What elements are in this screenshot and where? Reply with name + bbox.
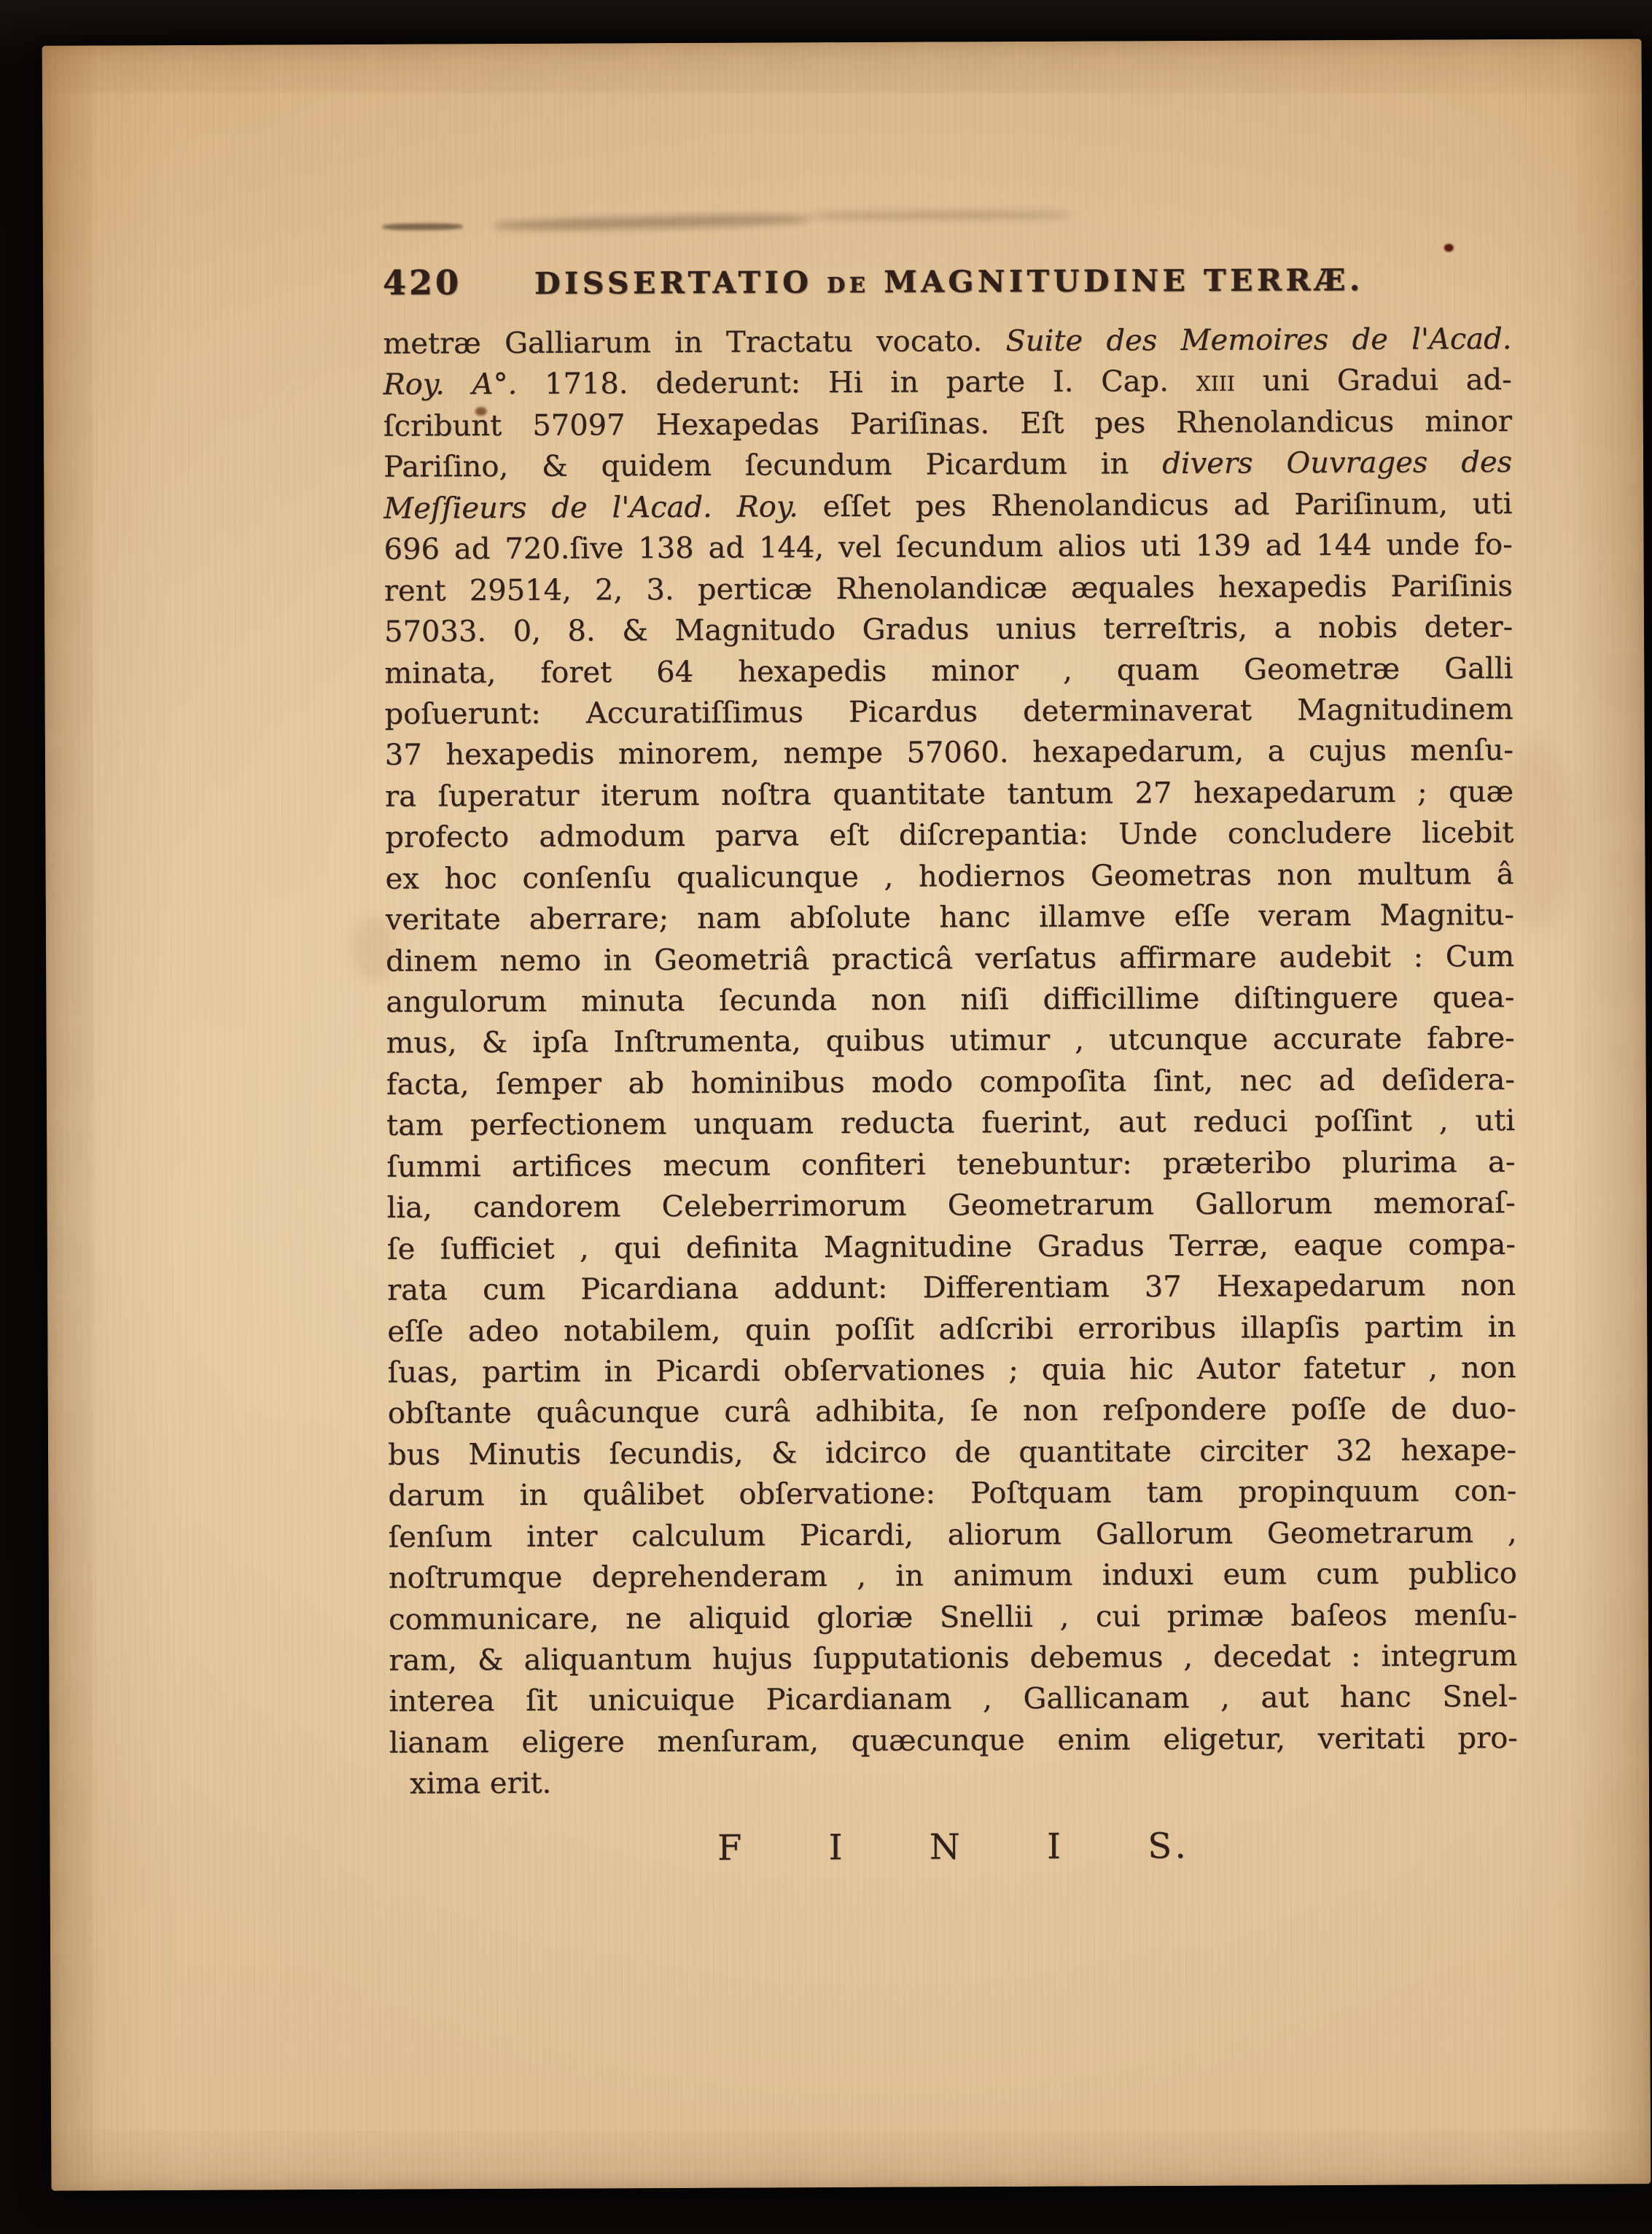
text-line xyxy=(384,689,1513,735)
text-line xyxy=(388,1471,1516,1517)
text-line xyxy=(386,1018,1514,1064)
text-segment: de xyxy=(827,264,870,300)
text-segment: 57033. 0, 8. & Magnitudo Gradus unius terreſtris, a nobis deter- xyxy=(384,610,1513,649)
text-line xyxy=(389,1676,1517,1722)
text-line xyxy=(385,854,1513,900)
text-segment: ram, & aliquantum hujus ſupputationis debemus , decedat : integrum xyxy=(389,1638,1518,1678)
page-number: 420 xyxy=(382,262,462,303)
text-segment: tam perfectionem unquam reducta fuerint, aut reduci poſſint , uti xyxy=(386,1104,1516,1143)
text-line xyxy=(387,1224,1516,1270)
text-segment: eſſe adeo notabilem, quin poſſit adſcribi erroribus illapſis partim in xyxy=(387,1309,1516,1349)
ink-smudge xyxy=(495,213,809,231)
text-segment: MAGNITUDINE TERRÆ. xyxy=(869,262,1364,300)
text-line xyxy=(387,1306,1516,1352)
text-segment: metræ Galliarum in Tractatu vocato. xyxy=(383,324,1006,361)
text-line xyxy=(384,607,1513,653)
text-line xyxy=(388,1512,1516,1558)
text-segment: ex hoc conſenſu qualicunque , hodiernos Geometras non multum â xyxy=(385,857,1514,896)
text-segment: 696 ad 720.ſive 138 ad 144, vel ſecundum alios uti 139 ad 144 unde fo- xyxy=(383,528,1513,567)
text-segment: divers Ouvrages des xyxy=(1162,445,1513,481)
text-segment: lia, candorem Celeberrimorum Geometrarum Gallorum memoraſ- xyxy=(386,1186,1516,1225)
text-segment: mus, & ipſa Inſtrumenta, quibus utimur , utcunque accurate fabre- xyxy=(386,1021,1515,1061)
text-line xyxy=(388,1388,1516,1434)
text-segment: 1718. dederunt: Hi in parte I. Cap. xyxy=(544,365,1196,402)
text-segment: dinem nemo in Geometriâ practicâ verſatus affirmare audebit : Cum xyxy=(385,939,1515,978)
text-segment: minata, foret 64 hexapedis minor , quam Geometræ Galli xyxy=(384,651,1513,690)
text-segment: eſſet pes Rhenolandicus ad Pariſinum, uti xyxy=(822,486,1513,524)
text-segment: rent 29514, 2, 3. perticæ Rhenolandicæ æquales hexapedis Pariſinis xyxy=(383,569,1513,608)
text-segment: poſuerunt: Accuratiſſimus Picardus determinaverat Magnitudinem xyxy=(384,692,1513,731)
text-segment: darum in quâlibet obſervatione: Poſtquam tam propinquum con- xyxy=(388,1474,1517,1513)
ink-smudge xyxy=(809,211,1071,221)
text-line xyxy=(389,1553,1517,1599)
text-segment: facta, ſemper ab hominibus modo compoſita ſint, nec ad deſidera- xyxy=(386,1062,1515,1102)
text-segment: obſtante quâcunque curâ adhibita, ſe non reſpondere poſſe de duo- xyxy=(387,1392,1516,1431)
text-segment: ſenſum inter calculum Picardi, aliorum Gallorum Geometrarum , xyxy=(388,1515,1517,1554)
text-line xyxy=(386,1059,1515,1105)
paper-stain xyxy=(1444,244,1454,252)
text-line xyxy=(384,566,1513,612)
text-line xyxy=(386,1100,1515,1146)
text-segment: rata cum Picardiana addunt: Differentiam 37 Hexapedarum non xyxy=(386,1269,1516,1307)
text-line xyxy=(388,1430,1516,1476)
text-segment: 37 hexapedis minorem, nempe 57060. hexapedarum, a cujus menſu- xyxy=(384,733,1513,773)
text-segment: DISSERTATIO xyxy=(534,265,827,301)
text-segment: communicare, ne aliquid gloriæ Snellii , cui primæ baſeos menſu- xyxy=(388,1597,1518,1637)
text-segment: ſummi artifices mecum confiteri tenebuntur: præteribo plurima a- xyxy=(386,1145,1516,1184)
text-line xyxy=(385,771,1513,817)
ink-smudge xyxy=(383,223,463,230)
text-line xyxy=(386,1183,1515,1229)
text-line xyxy=(389,1759,1518,1805)
text-segment: xima erit. xyxy=(409,1767,552,1801)
text-segment: noſtrumque deprehenderam , in animum induxi eum cum publico xyxy=(388,1557,1517,1595)
text-segment: bus Minutis ſecundis, & idcirco de quantitate circiter 32 hexape- xyxy=(387,1433,1517,1472)
text-segment: uni Gradui ad- xyxy=(1234,363,1512,399)
text-segment: ſuas, partim in Picardi obſervationes ; quia hic Autor fatetur , non xyxy=(387,1350,1516,1390)
book-page xyxy=(42,39,1651,2191)
text-line xyxy=(386,977,1514,1023)
text-segment: Suite des Memoires de l'Acad. xyxy=(1005,322,1512,359)
text-segment: lianam eligere menſuram, quæcunque enim eligetur, veritati pro- xyxy=(389,1721,1518,1760)
text-line xyxy=(389,1718,1518,1764)
text-line xyxy=(387,1265,1516,1311)
text-line xyxy=(386,1142,1515,1188)
text-line xyxy=(387,1347,1516,1393)
text-line xyxy=(383,359,1512,405)
text-line xyxy=(386,936,1514,982)
text-line xyxy=(386,895,1514,941)
text-segment: ſcribunt 57097 Hexapedas Pariſinas. Eſt pes Rhenolandicus minor xyxy=(383,404,1512,443)
text-line xyxy=(383,524,1512,570)
text-segment: profecto admodum parva eſt diſcrepantia: Unde concludere licebit xyxy=(385,816,1514,855)
text-line xyxy=(383,483,1512,529)
text-line xyxy=(383,442,1512,488)
text-line xyxy=(383,401,1512,447)
text-line xyxy=(385,812,1513,858)
text-segment: angulorum minuta ſecunda non niſi difficillime diſtinguere quea- xyxy=(386,981,1515,1019)
text-segment: Pariſino, & quidem ſecundum Picardum in xyxy=(383,447,1163,485)
text-line xyxy=(383,319,1511,365)
finis-label: F I N I S. xyxy=(717,1825,1191,1869)
text-segment: Roy. A°. xyxy=(383,367,545,402)
body-text xyxy=(383,319,1518,1805)
text-segment: xiii xyxy=(1196,365,1235,399)
text-segment: ra ſuperatur iterum noſtra quantitate tantum 27 hexapedarum ; quæ xyxy=(384,774,1514,814)
text-segment: Meſſieurs de l'Acad. Roy. xyxy=(383,489,823,526)
running-title xyxy=(534,262,1364,301)
text-segment: veritate aberrare; nam abſolute hanc illamve eſſe veram Magnitu- xyxy=(385,898,1514,937)
text-line xyxy=(389,1595,1517,1641)
text-line xyxy=(389,1635,1517,1681)
text-line xyxy=(385,730,1513,776)
page-header xyxy=(383,258,1511,303)
text-line xyxy=(384,648,1513,694)
text-segment: interea ſit unicuique Picardianam , Gallicanam , aut hanc Snel- xyxy=(389,1680,1518,1719)
text-segment: ſe ſufficiet , qui definita Magnitudine Gradus Terræ, eaque compa- xyxy=(386,1227,1516,1266)
